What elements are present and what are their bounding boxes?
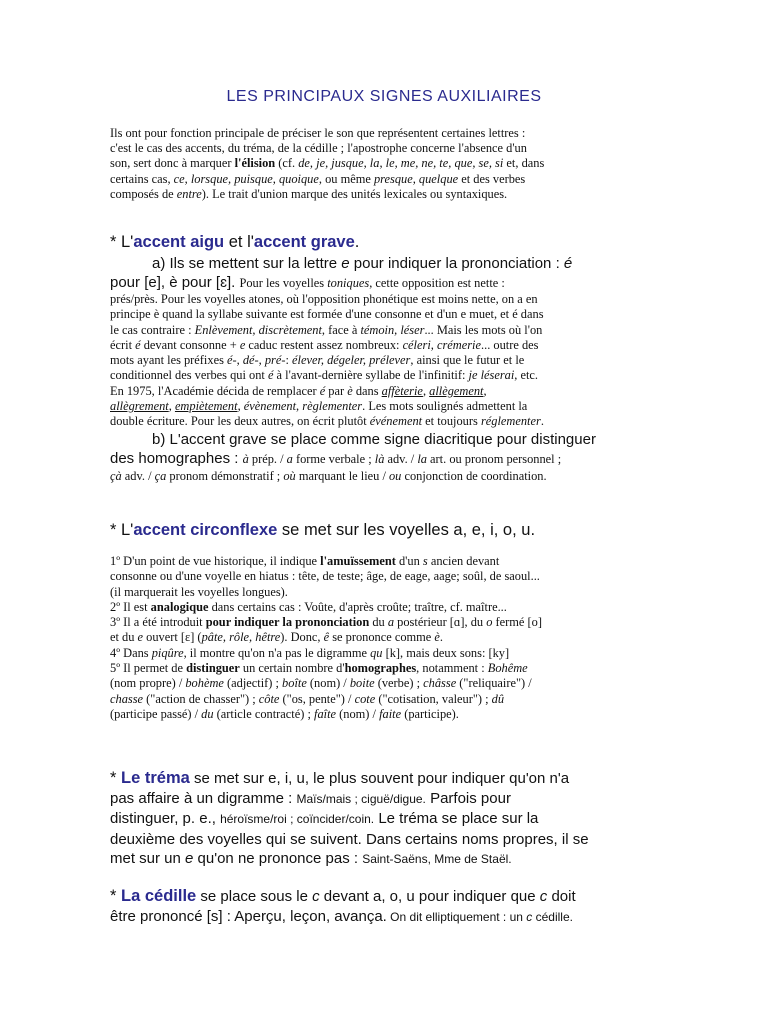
paragraph-b-line: b) L'accent grave se place comme signe diacritique pour distinguer [152, 430, 596, 448]
paragraph-a-line: a) Ils se mettent sur la lettre e pour indiquer la prononciation : é [152, 255, 573, 272]
section-heading-aigu-grave: * L'accent aigu et l'accent grave. [110, 233, 360, 251]
intro-line: c'est le cas des accents, du tréma, de la cédille ; l'apostrophe concerne l'absence d'un [110, 141, 527, 156]
paragraph-a-body: pour [e], è pour [ɛ]. Pour les voyelles toniques, cette opposition est nette : prés/près. Pour les voyelles atones, où l'opposition phonétique est moins nette, on a en principe è quand la syllabe suivante est formée d'une consonne et d'un e muet, et é dans le cas contraire : Enlèvement, discrètement, face à témoin, léser... Mais les mots où l'on écrit é devant consonne + e caduc restent assez nombreux: céleri, crémerie... outre des mots ayant les préfixes é-, dé-, pré-: élever, dégeler, prélever, ainsi que le futur et le conditionnel des verbes qui ont é à l'avant-dernière syllabe de l'infinitif: je léserai, etc. En 1975, l'Académie décida de remplacer é par è dans affèterie, allègement, allègrement, empiètement, évènement, règlementer. Les mots soulignés admettent la double écriture. Pour les deux autres, on écrit plutôt événement et toujours réglementer. [110, 274, 544, 429]
section-cedille: * La cédille se place sous le c devant a, o, u pour indiquer que c doit être prononcé [s] : Aperçu, leçon, avança. On dit elliptiquement : un c cédille. [110, 887, 576, 925]
intro-line: composés de entre). Le trait d'union marque des unités lexicales ou syntaxiques. [110, 186, 508, 201]
section-accent-aigu-grave [110, 232, 658, 484]
section-heading-trema: Le tréma [121, 769, 190, 787]
intro-paragraph [110, 126, 658, 202]
intro-line: son, sert donc à marquer l'élision (cf. de, je, jusque, la, le, me, ne, te, que, se, si et, dans [110, 156, 545, 171]
section-heading-circonflexe: * L'accent circonflexe se met sur les voyelles a, e, i, o, u. [110, 521, 536, 539]
intro-line: certains cas, ce, lorsque, puisque, quoique, ou même presque, quelque et des verbes [110, 171, 526, 186]
intro-line: Ils ont pour fonction principale de préciser le son que représentent certaines lettres : [110, 126, 526, 140]
section-trema: * Le tréma se met sur e, i, u, le plus souvent pour indiquer qu'on n'a pas affaire à un digramme : Maïs/mais ; ciguë/digue. Parfois pour distinguer, p. e., héroïsme/roi ; coïncider/coin. Le tréma se place sur la deuxième des voyelles qui se suivent. Dans certains noms propres, il se met sur un e qu'on ne prononce pas : Saint-Saëns, Mme de Staël. [110, 769, 589, 867]
circonflexe-body: 1º D'un point de vue historique, il indique l'amuïssement d'un s ancien devant consonne ou d'une voyelle en hiatus : tête, de teste; âge, de eage, aage; soûl, de saoul... (il marquerait les voyelles longues). 2º Il est analogique dans certains cas : Voûte, d'après croûte; traître, cf. maître... 3º Il a été introduit pour indiquer la prononciation du a postérieur [ɑ], du o fermé [o] et du e ouvert [ɛ] (pâte, rôle, hêtre). Donc, ê se prononce comme è. 4º Dans piqûre, il montre qu'on n'a pas le digramme qu [k], mais deux sons: [ky] 5º Il permet de distinguer un certain nombre d'homographes, notamment : Bohême (nom propre) / bohème (adjectif) ; boîte (nom) / boite (verbe) ; châsse ("reliquaire") / chasse ("action de chasser") ; côte ("os, pente") / cote ("cotisation, valeur") ; dû (participe passé) / du (article contracté) ; faîte (nom) / faite (participe). [110, 554, 542, 721]
page-title: LES PRINCIPAUX SIGNES AUXILIAIRES [226, 88, 542, 105]
section-heading-cedille: La cédille [121, 887, 197, 905]
paragraph-b-body: des homographes : à prép. / a forme verbale ; là adv. / la art. ou pronom personnel ; çà adv. / ça pronom démonstratif ; où marquant le lieu / ou conjonction de coordination. [110, 449, 562, 483]
section-accent-circonflexe [110, 520, 658, 722]
